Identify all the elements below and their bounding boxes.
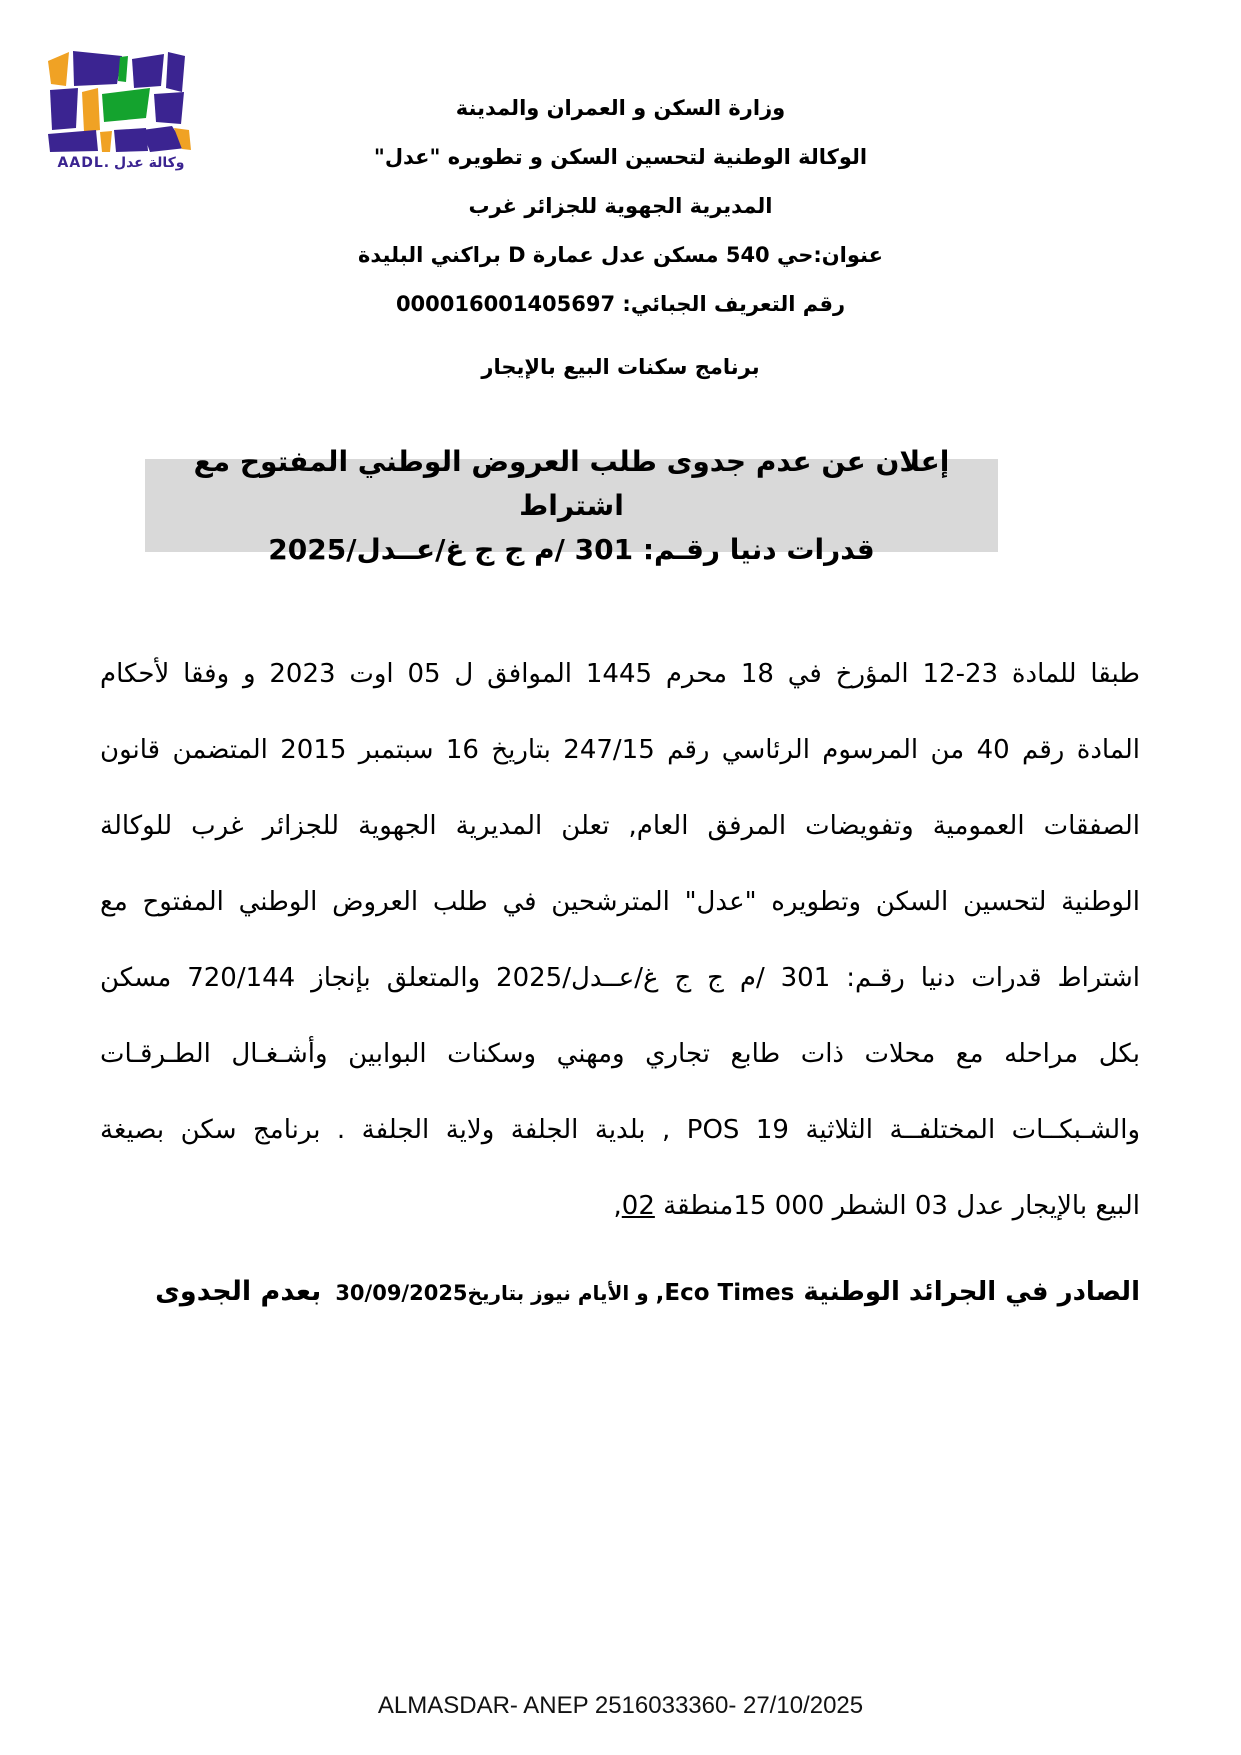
body-line-7: والشـبكــات المختلفــة الثلاثية POS 19 , بلدية الجلفة ولاية الجلفة . برنامج سكن بصيغة <box>100 1115 1140 1145</box>
body-line-4: الوطنية لتحسين السكن وتطويره "عدل" المترشحين في طلب العروض الوطني المفتوح مع <box>100 887 1140 917</box>
tax-identification-number: رقم التعريف الجبائي: 000016001405697 <box>395 292 846 316</box>
body-line-3: الصفقات العمومية وتفويضات المرفق العام, تعلن المديرية الجهوية للجزائر غرب للوكالة <box>100 811 1140 841</box>
letterhead <box>0 84 1241 392</box>
body-line-8-comma: , <box>613 1191 622 1221</box>
announcement-title <box>145 444 998 566</box>
second-newspaper-text: و الأيام نيوز بتاريخ <box>467 1281 656 1305</box>
agency-name: الوكالة الوطنية لتحسين السكن و تطويره "عدل" <box>373 145 868 169</box>
body-line-8 <box>100 1168 1140 1244</box>
aadl-logo-caption: وكالة عدل .AADL <box>57 155 185 171</box>
ministry-name: وزارة السكن و العمران والمدينة <box>455 96 786 120</box>
body-line-2: المادة رقم 40 من المرسوم الرئاسي رقم 247/15 بتاريخ 16 سبتمبر 2015 المتضمن قانون <box>100 735 1140 765</box>
agency-address: عنوان:حي 540 مسكن عدل عمارة D براكني البليدة <box>358 243 883 267</box>
directorate-name: المديرية الجهوية للجزائر غرب <box>468 194 773 218</box>
publication-date: 30/09/2025 <box>335 1281 468 1305</box>
announcement-title-line2: قدرات دنيا رقـم: 301 /م ج ج غ/عــدل/2025 <box>268 532 875 566</box>
body-line-8-text: البيع بالإيجار عدل 03 الشطر 000 15منطقة <box>654 1191 1140 1221</box>
published-in-text: الصادر في الجرائد الوطنية <box>794 1277 1140 1307</box>
body-line-5: اشتراط قدرات دنيا رقـم: 301 /م ج ج غ/عــدل/2025 والمتعلق بإنجاز 720/144 مسكن <box>100 963 1140 993</box>
publication-result-line <box>100 1266 1140 1319</box>
announcement-title-line1: إعلان عن عدم جدوى طلب العروض الوطني المفتوح مع اشتراط <box>193 444 950 522</box>
body-line-1: طبقا للمادة 23-12 المؤرخ في 18 محرم 1445 الموافق ل 05 اوت 2023 و وفقا لأحكام <box>100 659 1140 689</box>
announcement-body <box>100 636 1140 1244</box>
program-name: برنامج سكنات البيع بالإيجار <box>481 355 760 379</box>
zone-number-underlined: 02 <box>621 1191 655 1221</box>
newspaper-name: Eco Times, <box>655 1280 795 1306</box>
unfruitfulness-verdict: بعدم الجدوى <box>155 1276 322 1307</box>
anep-footer: ALMASDAR- ANEP 2516033360- 27/10/2025 <box>377 1692 864 1719</box>
body-line-6: بكل مراحله مع محلات ذات طابع تجاري ومهني وسكنات البوابين وأشـغـال الطـرقـات <box>100 1039 1140 1069</box>
